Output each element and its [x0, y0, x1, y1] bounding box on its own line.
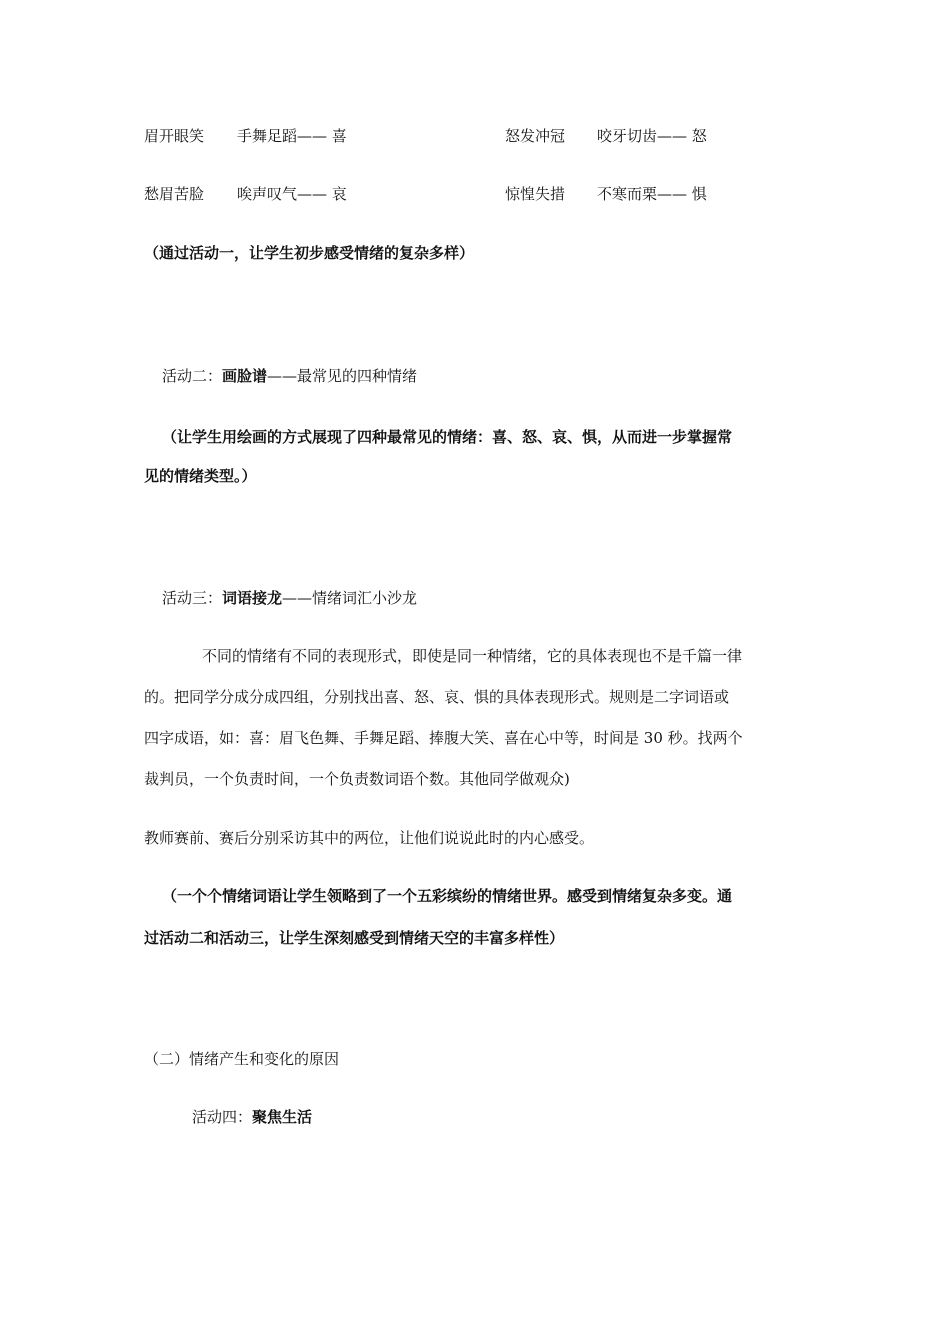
idiom-joy-1: 眉开眼笑	[144, 127, 205, 145]
activity2-suffix: ——最常见的四种情绪	[267, 367, 418, 385]
activity4-name: 聚焦生活	[252, 1108, 313, 1126]
teacher-interview-line: 教师赛前、赛后分别采访其中的两位，让他们说说此时的内心感受。	[144, 829, 595, 847]
activity3-note-line1: （一个个情绪词语让学生领略到了一个五彩缤纷的情绪世界。感受到情绪复杂多变。通	[162, 887, 733, 905]
activity2-note-line1: （让学生用绘画的方式展现了四种最常见的情绪：喜、怒、哀、惧，从而进一步掌握常	[162, 428, 733, 446]
idiom-anger-2: 咬牙切齿—— 怒	[597, 127, 707, 145]
activity3-suffix: ——情绪词汇小沙龙	[282, 589, 418, 607]
idiom-fear-2: 不寒而栗—— 惧	[597, 185, 707, 203]
activity2-prefix: 活动二：	[162, 367, 223, 385]
idiom-joy-2: 手舞足蹈—— 喜	[237, 127, 347, 145]
activity3-paragraph-line3: 四字成语，如：喜：眉飞色舞、手舞足蹈、捧腹大笑、喜在心中等，时间是 30 秒。找两个	[144, 729, 743, 747]
activity3-paragraph-line1: 不同的情绪有不同的表现形式，即使是同一种情绪，它的具体表现也不是千篇一律	[202, 647, 743, 665]
activity2-heading	[162, 365, 417, 387]
idiom-fear-1: 惊惶失措	[505, 185, 566, 203]
activity3-name: 词语接龙	[222, 589, 283, 607]
activity3-paragraph-line4: 裁判员，一个负责时间，一个负责数词语个数。其他同学做观众)	[144, 770, 570, 788]
activity4-heading	[192, 1106, 312, 1128]
activity3-paragraph-line2: 的。把同学分成分成四组，分别找出喜、怒、哀、惧的具体表现形式。规则是二字词语或	[144, 688, 730, 706]
activity1-note: （通过活动一，让学生初步感受情绪的复杂多样）	[144, 244, 475, 262]
activity2-name: 画脸谱	[222, 367, 268, 385]
idiom-sorrow-2: 唉声叹气—— 哀	[237, 185, 347, 203]
activity4-prefix: 活动四：	[192, 1108, 253, 1126]
activity2-note-line2: 见的情绪类型。）	[144, 467, 257, 485]
activity3-prefix: 活动三：	[162, 589, 223, 607]
idiom-anger-1: 怒发冲冠	[505, 127, 566, 145]
idiom-sorrow-1: 愁眉苦脸	[144, 185, 205, 203]
activity3-heading	[162, 587, 417, 609]
section2-heading: （二）情绪产生和变化的原因	[144, 1050, 340, 1068]
activity3-note-line2: 过活动二和活动三，让学生深刻感受到情绪天空的丰富多样性）	[144, 929, 565, 947]
